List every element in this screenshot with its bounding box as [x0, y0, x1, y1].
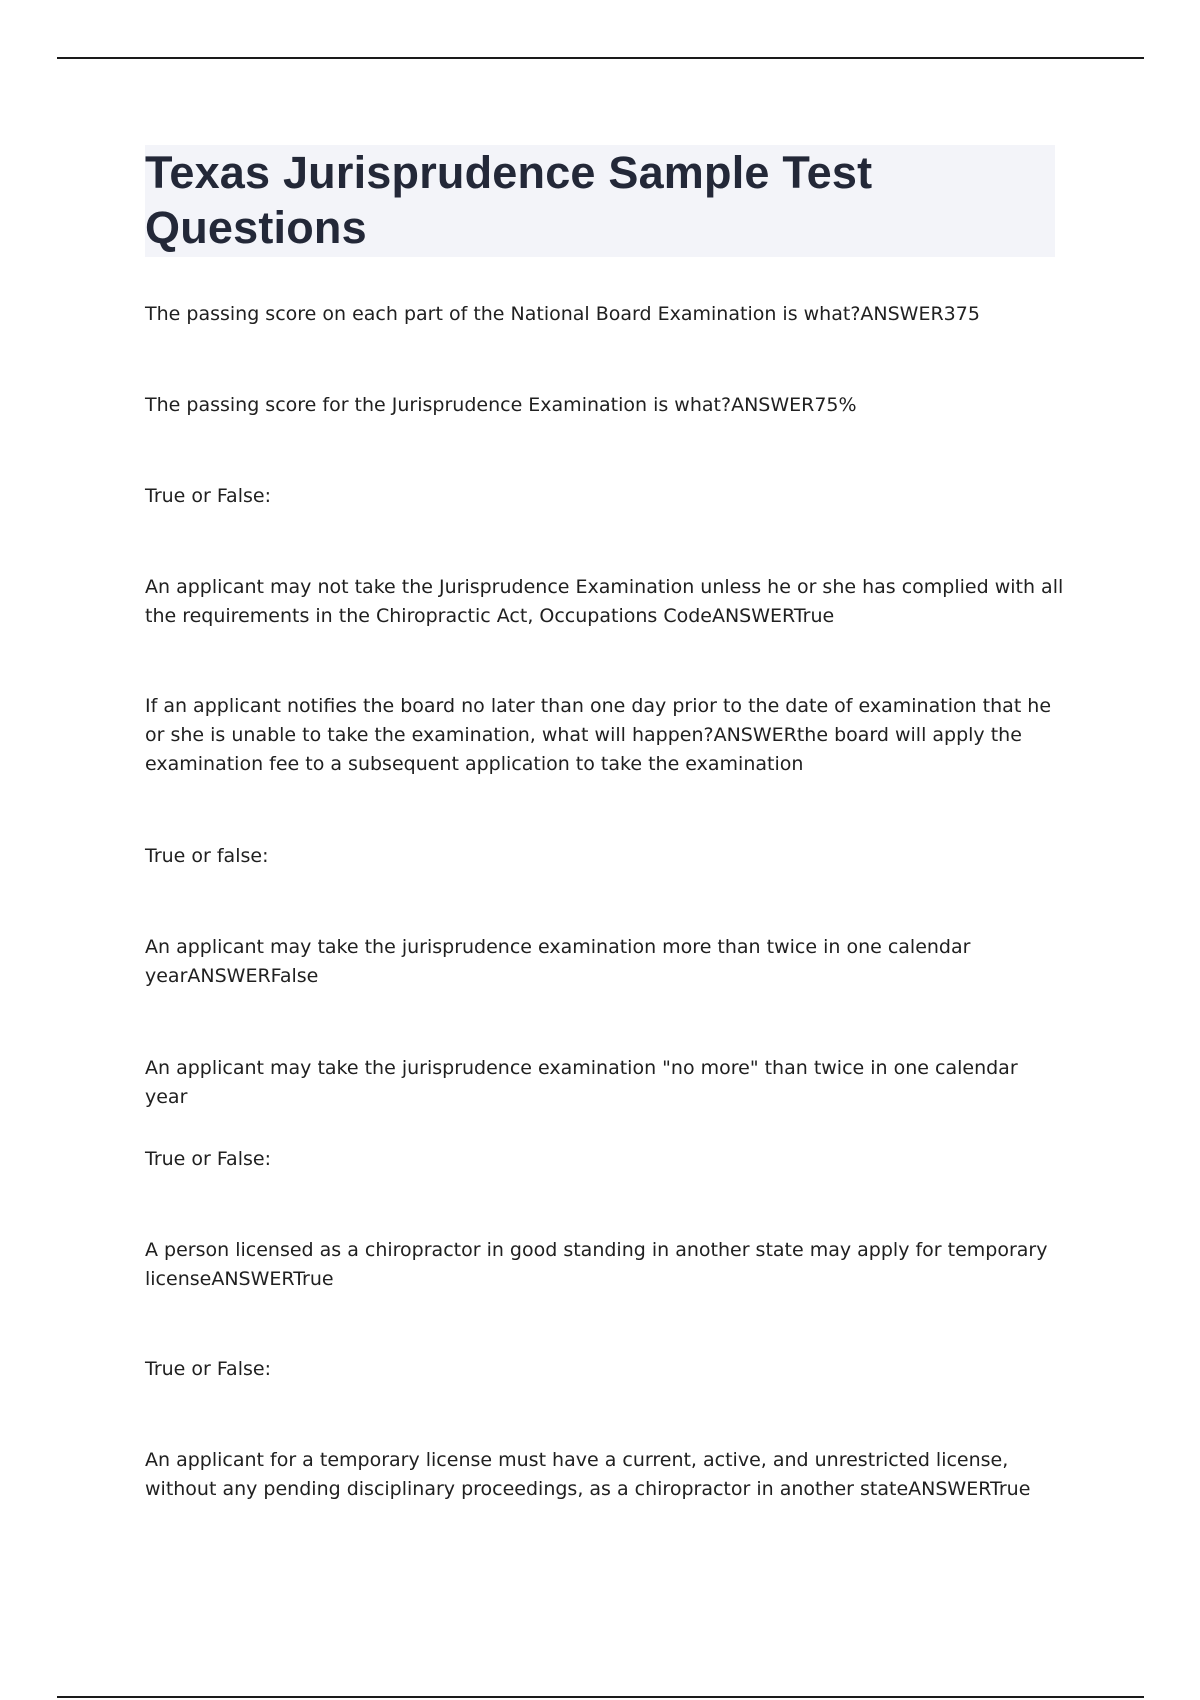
true-false-label: True or False:: [145, 1358, 271, 1380]
title-box: [145, 145, 1055, 257]
question-paragraph: If an applicant notifies the board no later than one day prior to the date of examination that he or she is unable to take the examination, what will happen?ANSWERthe board will apply the examination fee to a subsequent application to take the examination: [145, 695, 1052, 775]
question-paragraph: An applicant may take the jurisprudence examination more than twice in one calendar yearANSWERFalse: [145, 936, 971, 987]
question-paragraph: A person licensed as a chiropractor in good standing in another state may apply for temporary licenseANSWERTrue: [145, 1239, 1048, 1290]
question-paragraph: An applicant may take the jurisprudence examination "no more" than twice in one calendar year: [145, 1057, 1018, 1108]
true-false-label: True or false:: [145, 845, 269, 867]
true-false-label: True or False:: [145, 1148, 271, 1170]
true-false-label: True or False:: [145, 485, 271, 507]
bottom-rule: [57, 1696, 1144, 1698]
top-rule: [57, 57, 1144, 59]
document-title: Texas Jurisprudence Sample Test Questions: [145, 147, 873, 253]
question-paragraph: An applicant may not take the Jurisprudence Examination unless he or she has complied with all the requirements in the Chiropractic Act, Occupations CodeANSWERTrue: [145, 576, 1064, 627]
question-paragraph: The passing score on each part of the National Board Examination is what?ANSWER375: [145, 303, 980, 325]
question-paragraph: An applicant for a temporary license must have a current, active, and unrestricted license, without any pending disciplinary proceedings, as a chiropractor in another stateANSWERTrue: [145, 1449, 1031, 1500]
question-paragraph: The passing score for the Jurisprudence Examination is what?ANSWER75%: [145, 394, 857, 416]
